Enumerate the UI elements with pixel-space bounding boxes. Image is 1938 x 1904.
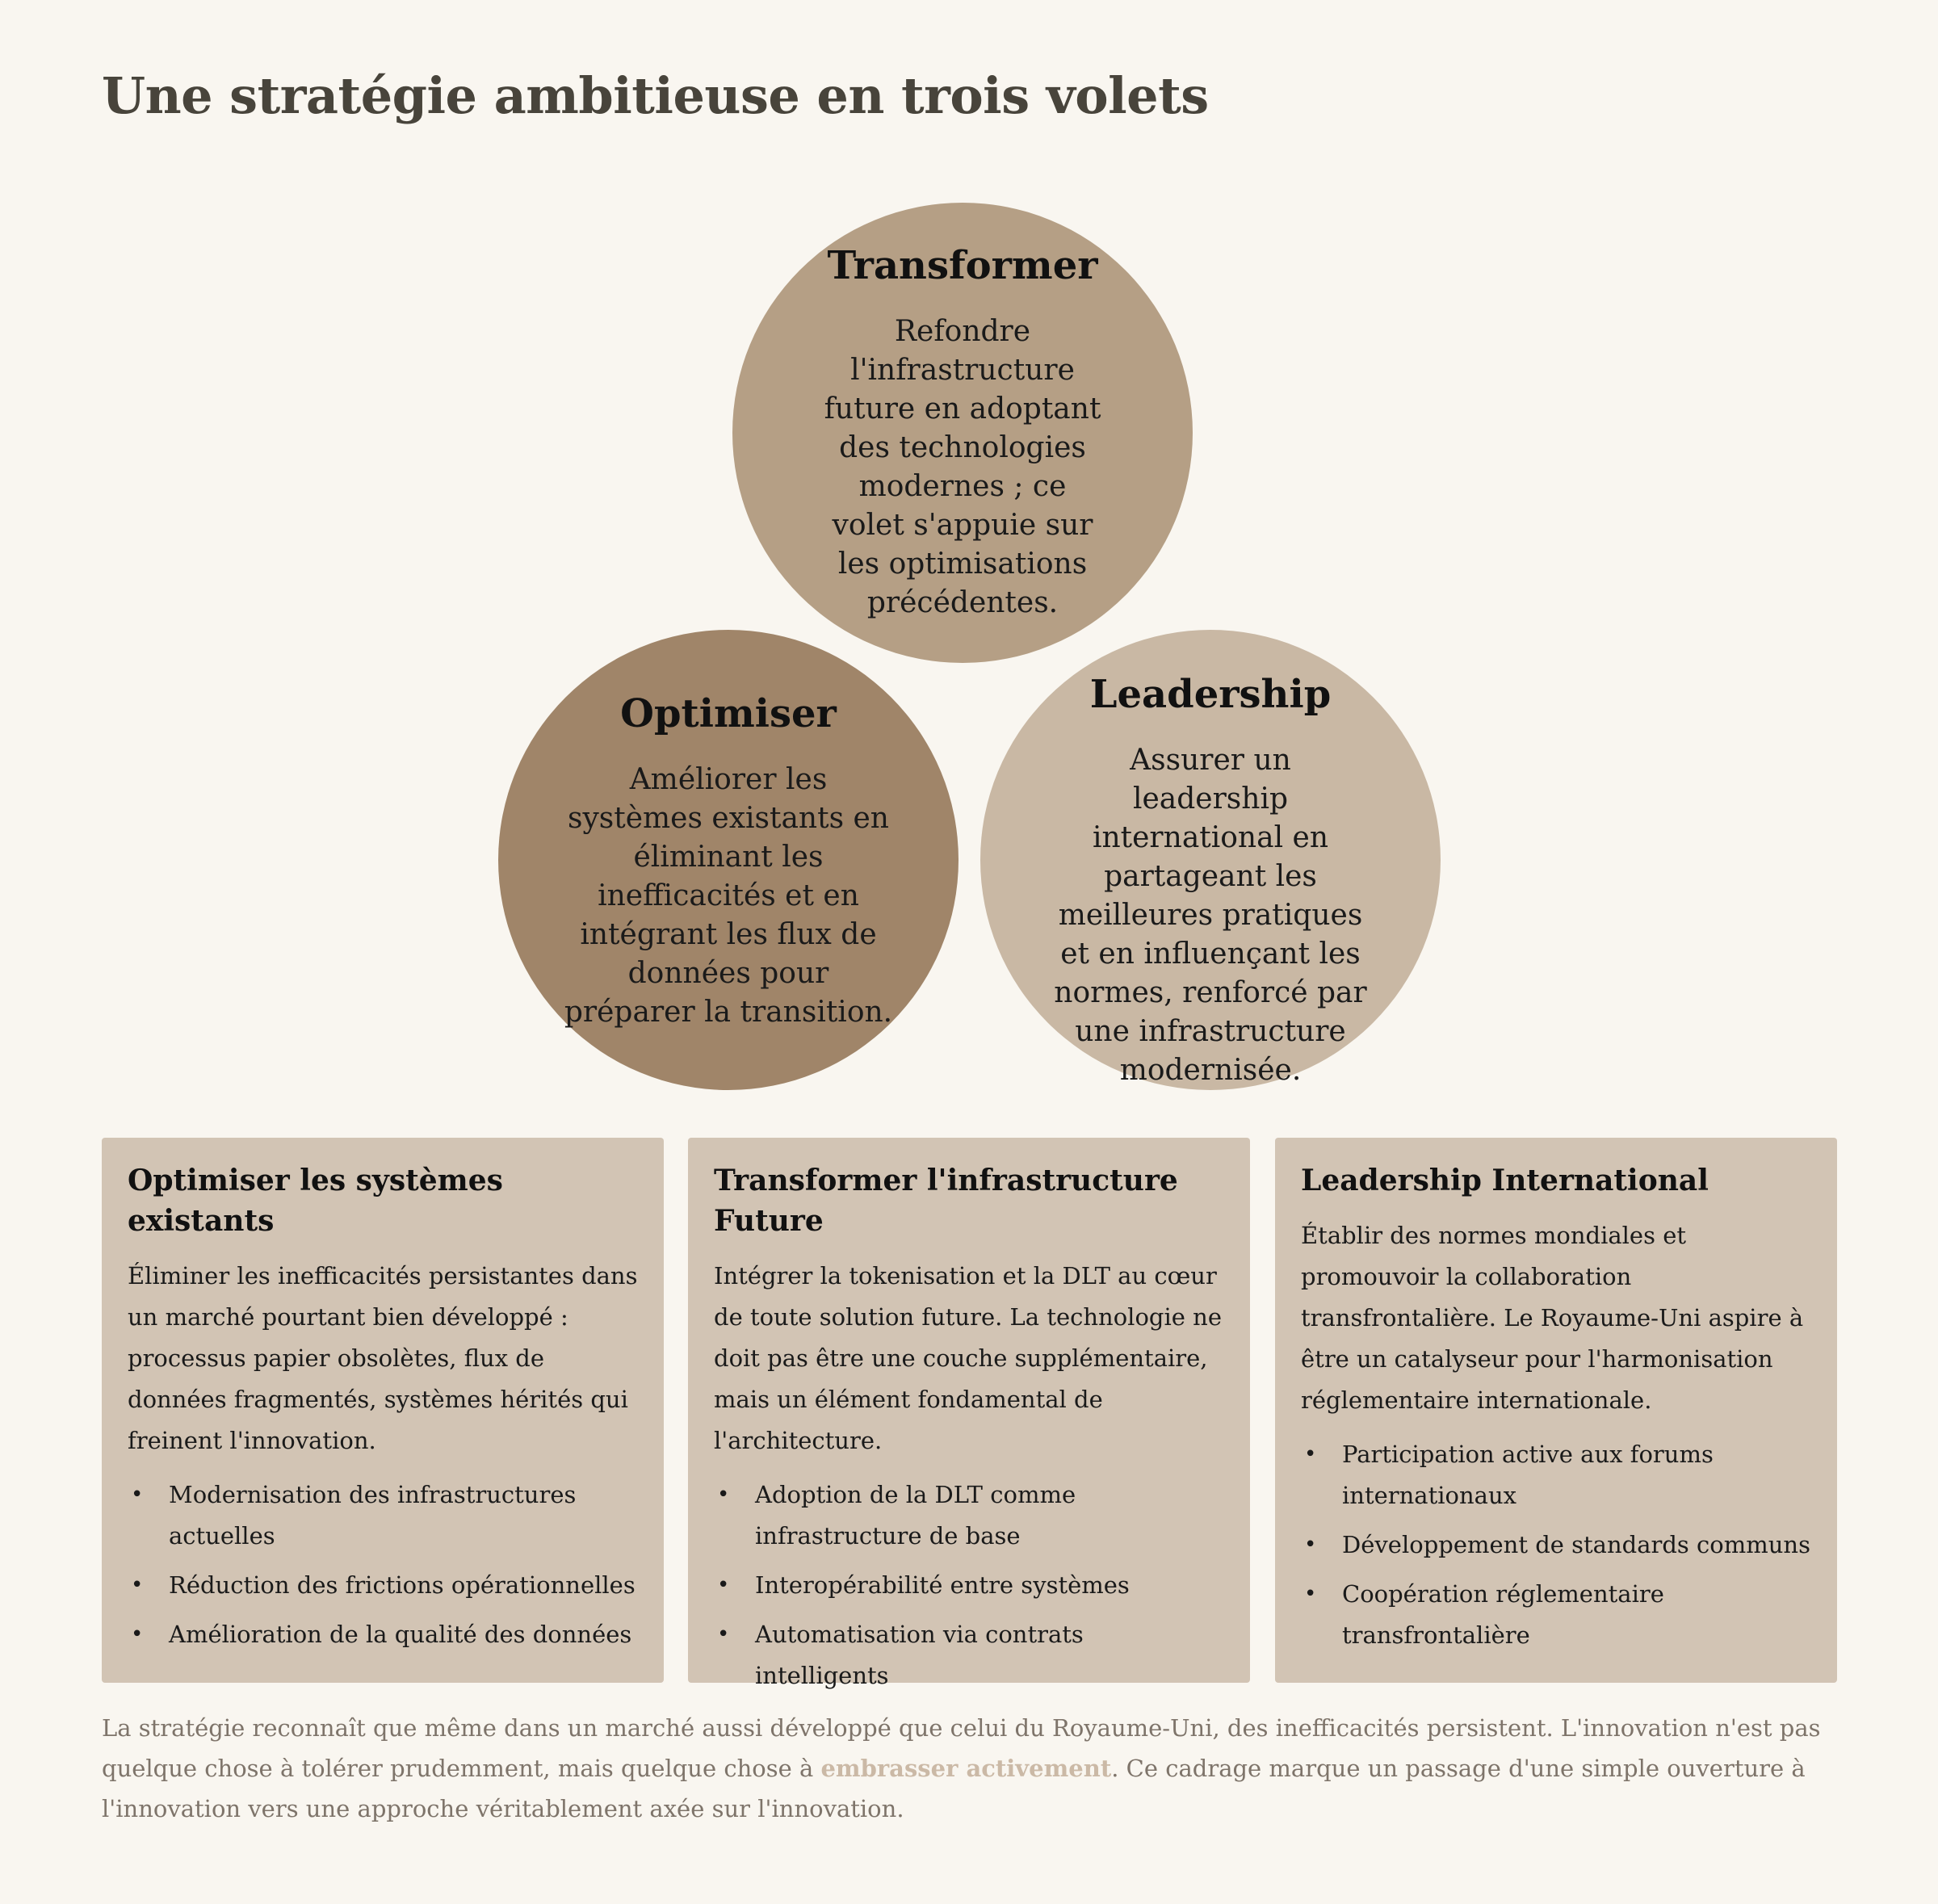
list-item-label: Interopérabilité entre systèmes: [755, 1571, 1130, 1599]
list-item: [714, 1614, 1224, 1696]
card-description: Éliminer les inefficacités persistantes dans un marché pourtant bien développé : processus papier obsolètes, flux de données fragmentés, systèmes hérités qui freinent l'innovation.: [128, 1262, 638, 1454]
card-title: Leadership International: [1301, 1164, 1709, 1197]
list-item-label: Développement de standards communs: [1342, 1531, 1810, 1558]
circle-optimiser-title: Optimiser: [620, 691, 837, 736]
card-leadership: [1275, 1138, 1837, 1683]
list-item-label: Réduction des frictions opérationnelles: [169, 1571, 636, 1599]
bullet-icon: •: [1304, 1582, 1317, 1606]
circle-leadership: [980, 630, 1441, 1090]
list-item-label: Amélioration de la qualité des données: [169, 1621, 632, 1648]
bullet-icon: •: [131, 1573, 144, 1597]
circle-optimiser: [498, 630, 959, 1090]
list-item: [128, 1565, 638, 1606]
bullet-icon: •: [1304, 1442, 1317, 1466]
bullet-icon: •: [131, 1483, 144, 1507]
card-optimiser: [102, 1138, 664, 1683]
card-list: [714, 1474, 1224, 1696]
list-item-label: Adoption de la DLT comme infrastructure de base: [755, 1481, 1076, 1550]
card-description: Établir des normes mondiales et promouvoir la collaboration transfrontalière. Le Royaume-Uni aspire à être un catalyseur pour l'harmonisation réglementaire internationale.: [1301, 1222, 1804, 1414]
footer-emphasis: embrasser activement: [820, 1755, 1112, 1782]
list-item: [1301, 1434, 1811, 1516]
card-description: Intégrer la tokenisation et la DLT au cœur de toute solution future. La technologie ne doit pas être une couche supplémentaire, mais un élément fondamental de l'architecture.: [714, 1262, 1222, 1454]
bullet-icon: •: [717, 1573, 730, 1597]
list-item-label: Modernisation des infrastructures actuelles: [169, 1481, 577, 1550]
footer-text-before: La stratégie reconnaît que même dans un marché aussi développé que celui du Royaume-Uni, des inefficacités persistent. L'innovation n'est pas quelque chose à tolérer prudemment, mais quelque chose à: [102, 1714, 1821, 1782]
card-title: Transformer l'infrastructure Future: [714, 1164, 1178, 1238]
list-item-label: Coopération réglementaire transfrontalière: [1342, 1580, 1664, 1649]
list-item: [1301, 1574, 1811, 1656]
circle-leadership-title: Leadership: [1089, 672, 1332, 717]
card-title: Optimiser les systèmes existants: [128, 1164, 503, 1238]
card-transformer: [688, 1138, 1250, 1689]
circle-leadership-text: Assurer un leadership international en partageant les meilleures pratiques et en influençant les normes, renforcé par une infrastructure modernisée.: [1054, 744, 1367, 1087]
bullet-icon: •: [717, 1483, 730, 1507]
card-list: [1301, 1434, 1811, 1656]
circle-transformer-text: Refondre l'infrastructure future en adoptant des technologies modernes ; ce volet s'appuie sur les optimisations précédentes.: [824, 315, 1101, 619]
page-title: Une stratégie ambitieuse en trois volets: [102, 66, 1209, 125]
circle-transformer-title: Transformer: [827, 243, 1098, 288]
circle-transformer: [732, 203, 1193, 663]
list-item: [128, 1614, 638, 1655]
list-item-label: Automatisation via contrats intelligents: [755, 1621, 1084, 1689]
list-item: [1301, 1524, 1811, 1566]
footer-text-after: . Ce cadrage marque un passage d'une simple ouverture à l'innovation vers une approche véritablement axée sur l'innovation.: [102, 1755, 1806, 1822]
circle-optimiser-text: Améliorer les systèmes existants en éliminant les inefficacités et en intégrant les flux de données pour préparer la transition.: [564, 763, 893, 1029]
bullet-icon: •: [1304, 1533, 1317, 1557]
bullet-icon: •: [717, 1622, 730, 1646]
bullet-icon: •: [131, 1622, 144, 1646]
list-item-label: Participation active aux forums internationaux: [1342, 1441, 1714, 1509]
footer-note: [102, 1708, 1838, 1829]
list-item: [714, 1474, 1224, 1557]
card-list: [128, 1474, 638, 1655]
list-item: [128, 1474, 638, 1557]
list-item: [714, 1565, 1224, 1606]
